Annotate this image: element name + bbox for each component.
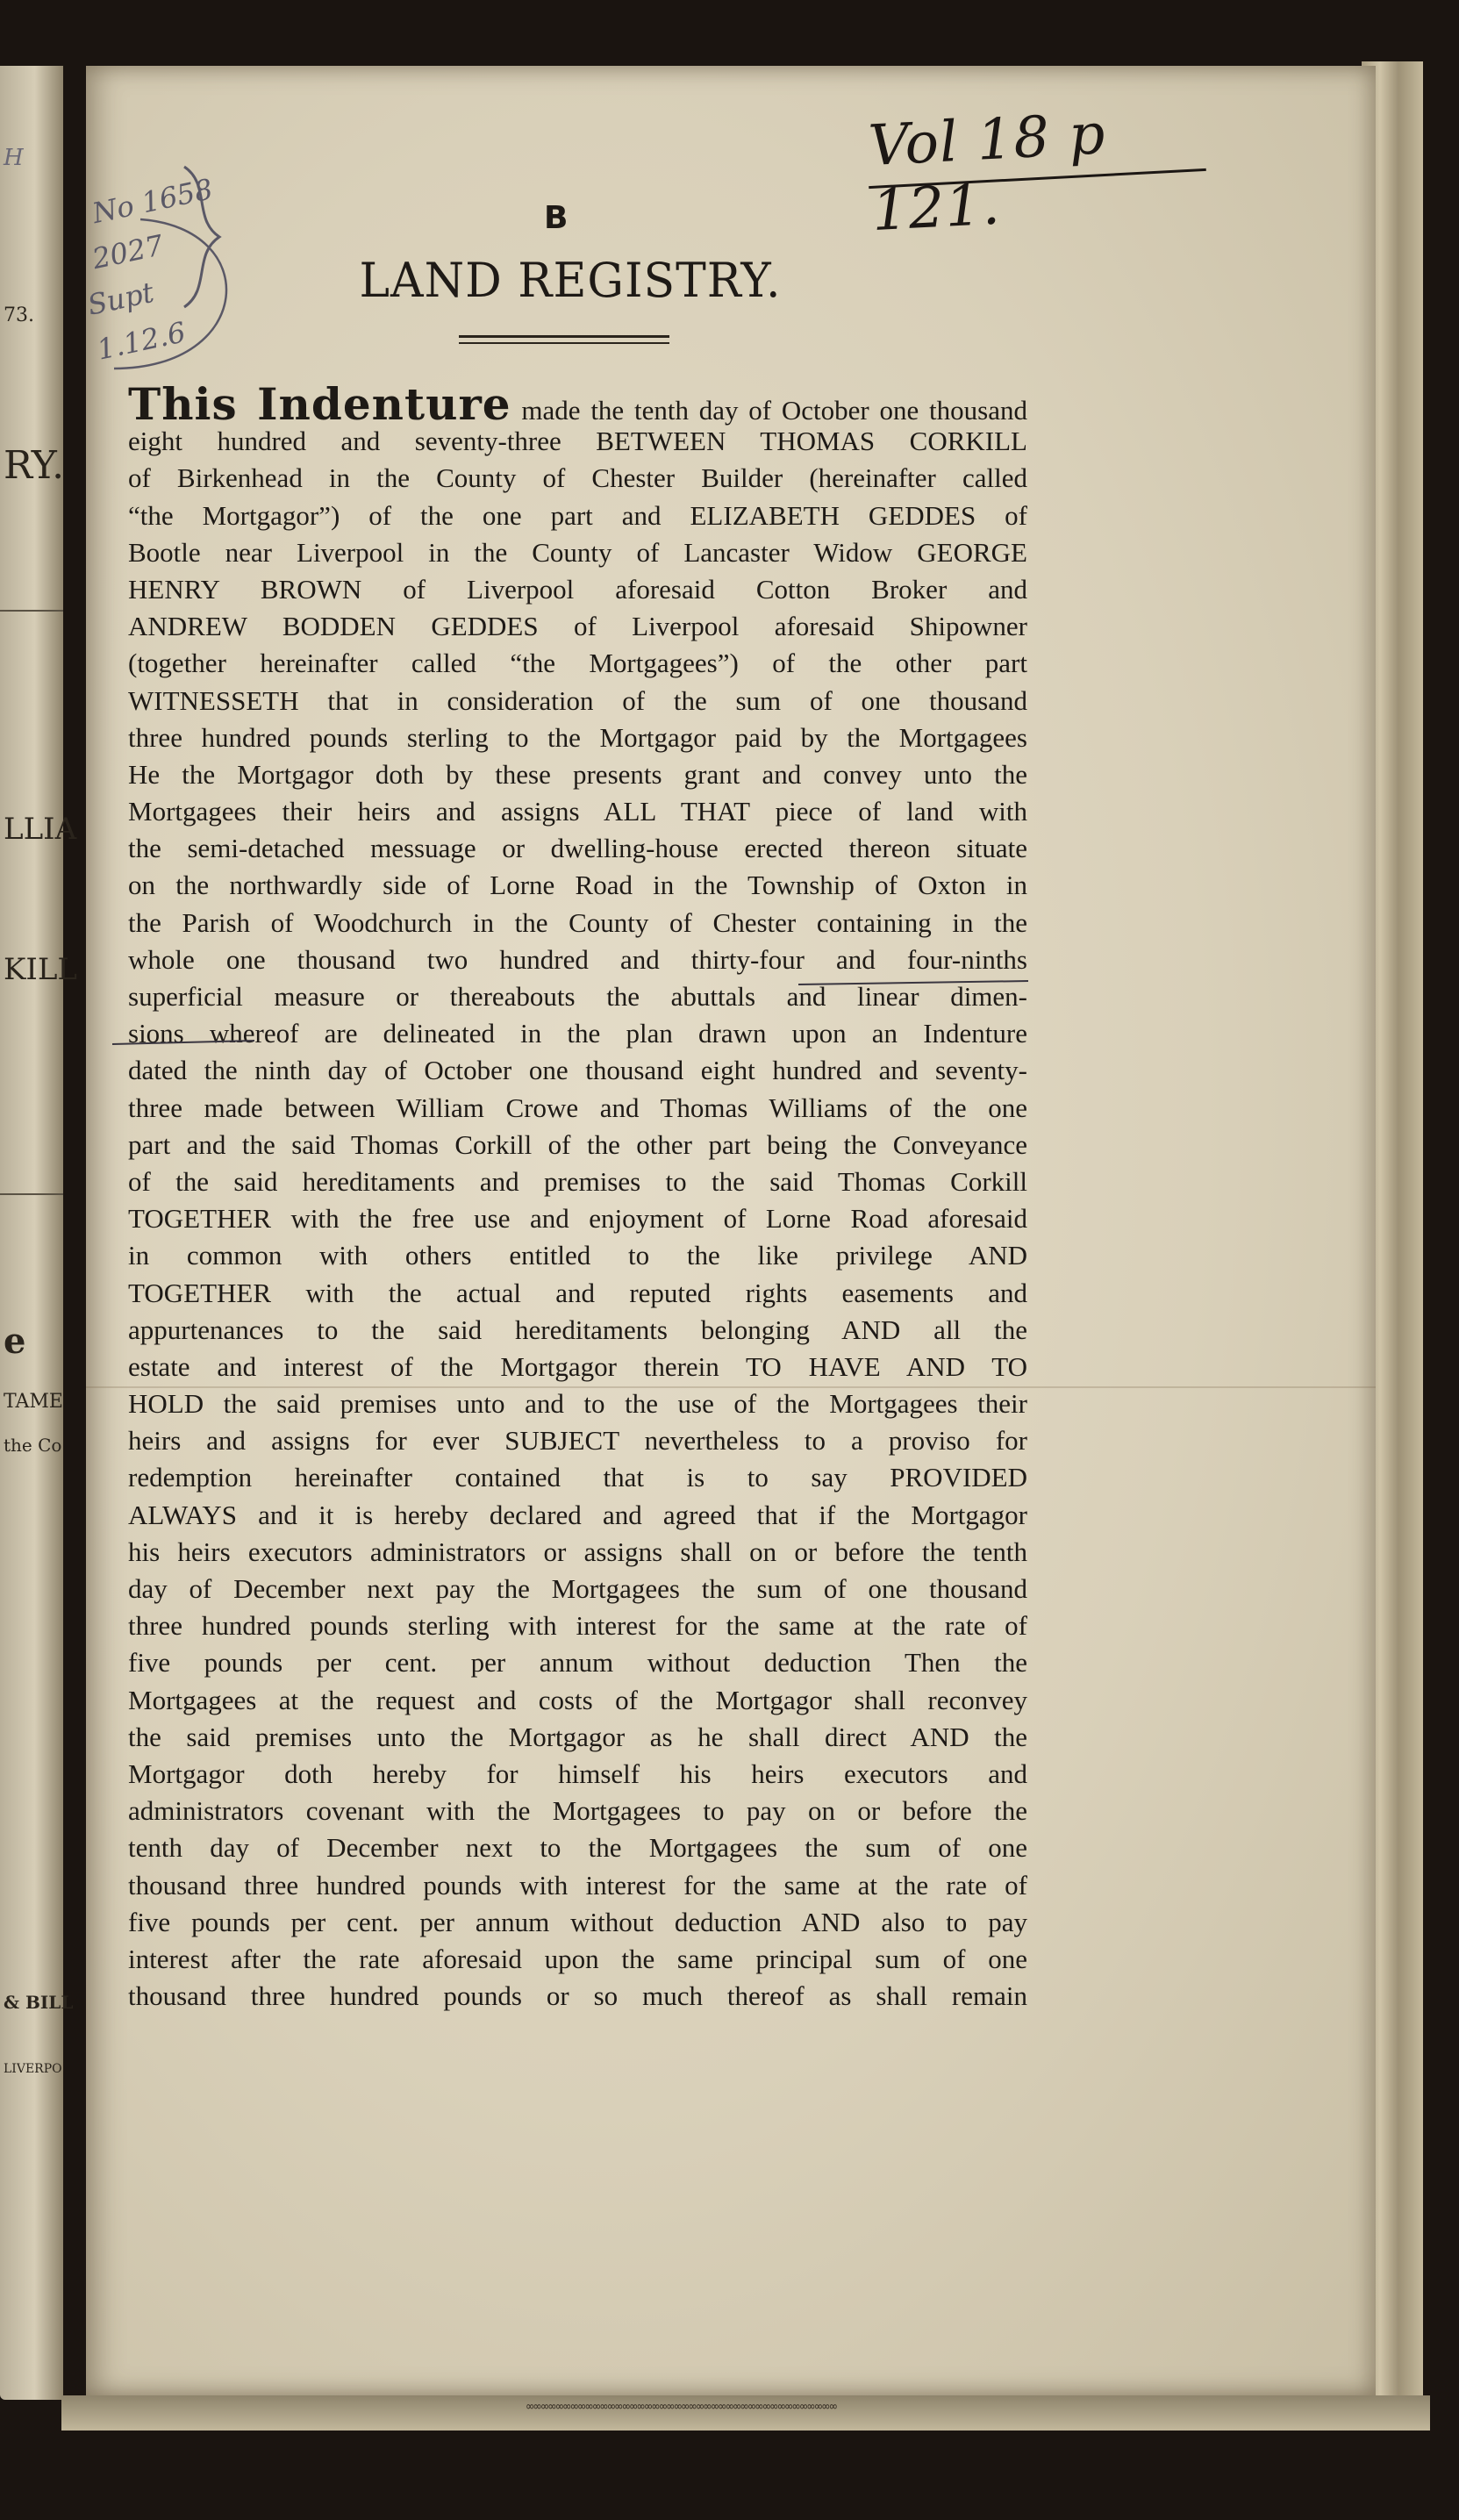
reference-note-handwritten: Vol 18 p 121. <box>867 102 1108 245</box>
text-line: of the said hereditaments and premises to the said Thomas Corkill <box>128 1165 1027 1197</box>
text-line: Bootle near Liverpool in the County of Lancaster Widow GEORGE <box>128 536 1027 568</box>
text-line: TOGETHER with the free use and enjoyment of Lorne Road aforesaid <box>128 1203 1027 1235</box>
text-line: the said premises unto the Mortgagor as he shall direct AND the <box>128 1721 1027 1752</box>
text-line: in common with others entitled to the like privilege AND <box>128 1240 1027 1271</box>
title-rule <box>459 335 669 338</box>
title-rule <box>459 342 669 344</box>
stamp-line: Supt 1.12.6 <box>84 275 189 367</box>
left-fragment-text: LLIA <box>4 812 77 847</box>
text-line: part and the said Thomas Corkill of the other part being the Conveyance <box>128 1128 1027 1160</box>
text-line: day of December next pay the Mortgagees the sum of one thousand <box>128 1573 1027 1604</box>
text-line: dated the ninth day of October one thousand eight hundred and seventy- <box>128 1055 1027 1086</box>
text-line: the Parish of Woodchurch in the County of Chester containing in the <box>128 906 1027 938</box>
left-fragment-text: KILL <box>4 952 77 987</box>
text-line: on the northwardly side of Lorne Road in the Township of Oxton in <box>128 870 1027 901</box>
text-line: heirs and assigns for ever SUBJECT nevertheless to a proviso for <box>128 1425 1027 1457</box>
text-line: HENRY BROWN of Liverpool aforesaid Cotton Broker and <box>128 573 1027 605</box>
text-line: (together hereinafter called “the Mortgagees”) of the other part <box>128 648 1027 679</box>
left-divider <box>0 1193 63 1195</box>
text-line: “the Mortgagor”) of the one part and ELIZABETH GEDDES of <box>128 499 1027 531</box>
text-line: Mortgagor doth hereby for himself his heirs executors and <box>128 1758 1027 1789</box>
text-line: five pounds per cent. per annum without deduction AND also to pay <box>128 1906 1027 1937</box>
text-line: ANDREW BODDEN GEDDES of Liverpool aforesaid Shipowner <box>128 611 1027 642</box>
left-fragment-text: TAME <box>4 1391 63 1413</box>
text-line: sions whereof are delineated in the plan drawn upon an Indenture <box>128 1018 1027 1049</box>
text-line: estate and interest of the Mortgagor therein TO HAVE AND TO <box>128 1350 1027 1382</box>
text-line: ALWAYS and it is hereby declared and agreed that if the Mortgagor <box>128 1499 1027 1530</box>
text-line: five pounds per cent. per annum without deduction Then the <box>128 1647 1027 1679</box>
bottom-ornament-strip: ∞∞∞∞∞∞∞∞∞∞∞∞∞∞∞∞∞∞∞∞∞∞∞∞∞∞∞∞∞∞∞∞∞∞∞∞∞∞∞∞∞∞ <box>526 2400 838 2414</box>
text-line: administrators covenant with the Mortgagees to pay on or before the <box>128 1795 1027 1827</box>
text-line: his heirs executors administrators or assigns shall on or before the tenth <box>128 1536 1027 1567</box>
text-line: WITNESSETH that in consideration of the sum of one thousand <box>128 684 1027 716</box>
left-divider <box>0 610 63 612</box>
bracket-icon <box>88 149 263 395</box>
text-line: thousand three hundred pounds or so much thereof as shall remain <box>128 1980 1027 2012</box>
text-line: appurtenances to the said hereditaments belonging AND all the <box>128 1314 1027 1345</box>
left-fragment-text: e <box>4 1321 26 1362</box>
left-fragment-text: the Co <box>4 1435 62 1456</box>
left-fragment-text: 73. <box>4 304 34 326</box>
text-line: tenth day of December next to the Mortgagees the sum of one <box>128 1832 1027 1864</box>
letter-mark: B <box>544 200 569 236</box>
facing-page-left <box>0 66 77 2400</box>
text-line: three made between William Crowe and Thomas Williams of the one <box>128 1092 1027 1123</box>
text-line: Mortgagees at the request and costs of the Mortgagor shall reconvey <box>128 1684 1027 1715</box>
text-line: This Indenture made the tenth day of October one thousand <box>128 378 1027 430</box>
text-line: superficial measure or thereabouts the abuttals and linear dimen- <box>128 981 1027 1012</box>
text-line: interest after the rate aforesaid upon the same principal sum of one <box>128 1943 1027 1974</box>
opening-words: This Indenture <box>128 378 511 430</box>
left-fragment-text: LIVERPO <box>4 2062 62 2076</box>
indenture-body <box>128 378 1027 2015</box>
text-line: thousand three hundred pounds with interest for the same at the rate of <box>128 1869 1027 1901</box>
text-line: whole one thousand two hundred and thirty-four and four-ninths <box>128 943 1027 975</box>
text-line: redemption hereinafter contained that is to say PROVIDED <box>128 1462 1027 1493</box>
left-handwriting: H <box>4 145 24 171</box>
page-title: LAND REGISTRY. <box>359 253 782 309</box>
text-line: eight hundred and seventy-three BETWEEN THOMAS CORKILL <box>128 426 1027 457</box>
text-line: HOLD the said premises unto and to the use of the Mortgagees their <box>128 1388 1027 1420</box>
stamp-line: No 1658 <box>89 172 216 231</box>
text-line: three hundred pounds sterling to the Mortgagor paid by the Mortgagees <box>128 721 1027 753</box>
text-line: three hundred pounds sterling with interest for the same at the rate of <box>128 1610 1027 1642</box>
stamp-line: 2027 <box>89 228 167 276</box>
left-fragment-text: & BILL <box>4 1992 74 2013</box>
text-line: TOGETHER with the actual and reputed rights easements and <box>128 1277 1027 1308</box>
text-line: of Birkenhead in the County of Chester Builder (hereinafter called <box>128 462 1027 494</box>
left-fragment-text: RY. <box>4 443 65 488</box>
pencil-underline-marks <box>105 965 1053 1088</box>
text-line: Mortgagees their heirs and assigns ALL THAT piece of land with <box>128 796 1027 827</box>
text-line: the semi-detached messuage or dwelling-house erected thereon situate <box>128 833 1027 864</box>
text-line: He the Mortgagor doth by these presents grant and convey unto the <box>128 758 1027 790</box>
